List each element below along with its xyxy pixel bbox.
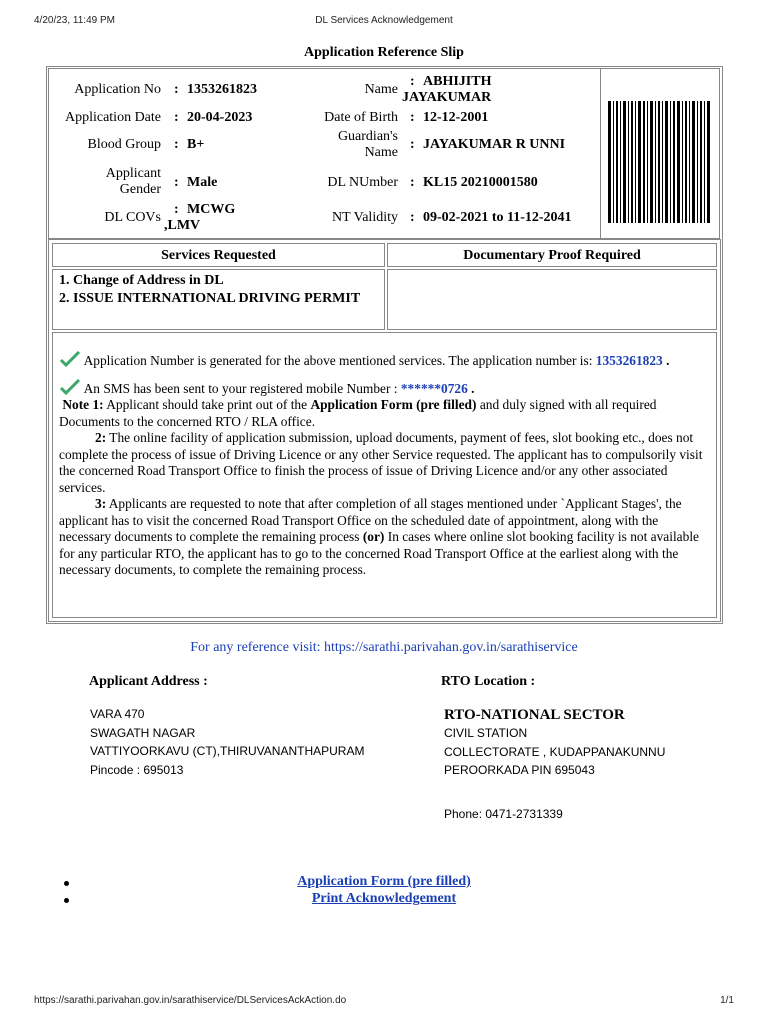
documentary-proof-cell [387,269,717,330]
checkmark-icon [59,379,81,395]
reference-link[interactable]: For any reference visit: https://sarathi.parivahan.gov.in/sarathiservice [190,640,578,655]
app-number-generated-text: Application Number is generated for the above mentioned services. The application number is: [83,353,593,368]
services-requested-header: Services Requested [52,243,385,267]
print-page-count: 1/1 [720,995,734,1006]
print-url: https://sarathi.parivahan.gov.in/sarathiservice/DLServicesAckAction.do [34,995,347,1006]
checkmark-icon [59,351,81,367]
application-form-link[interactable]: Application Form (pre filled) [297,874,471,889]
bullet-icon [64,898,69,903]
note1-text-a: Applicant should take print out of the [106,397,308,412]
applicant-address-heading: Applicant Address : [89,674,208,689]
colon: : [174,202,179,217]
colon: : [410,110,415,125]
notes-panel [52,332,717,618]
gender-value: Male [187,175,218,190]
note1-label: Note 1: [62,397,104,412]
note2-text: The online facility of application submission, upload documents, payment of fees, slot booking etc., does not complete the process of issue of Driving Licence or any other Service requested. The applicant has to compulsorily visit the concerned Road Transport Office to finish the process of issue of Driving Licence and/or any other associated services. [59,430,703,495]
applicant-details-box [48,68,601,239]
action-links [64,874,704,908]
address-pincode: Pincode : 695013 [90,762,184,777]
note2-label: 2: [95,430,107,445]
colon: : [174,137,179,152]
note3-text-b: In cases where online slot booking facility is not available for any particular RTO, the applicant has to go to the concerned Road Transport Office at the earliest along with the necessary documents, to complete the remaining process. [59,529,699,577]
dl-number-value: KL15 20210001580 [423,175,538,190]
rto-address [444,724,665,780]
app-number-highlight: 1353261823 [595,353,663,368]
dl-covs-label: DL COVs [104,210,161,225]
name-value-line1: ABHIJITH [423,74,492,89]
application-date-label: Application Date [64,110,161,125]
application-no-label: Application No [74,82,161,97]
rto-address-line: PEROORKADA PIN 695043 [444,763,595,777]
rto-phone: Phone: 0471-2731339 [444,807,563,821]
sms-sent-text: An SMS has been sent to your registered mobile Number : [83,380,398,396]
colon: : [410,210,415,225]
barcode-box [600,68,720,239]
dob-value: 12-12-2001 [423,110,489,125]
mobile-number: ******0726 [400,380,468,396]
nt-validity-value: 09-02-2021 to 11-12-2041 [423,210,572,225]
services-list [52,269,385,330]
application-date-value: 20-04-2023 [187,110,253,125]
rto-address-line: COLLECTORATE , KUDAPPANAKUNNU [444,744,666,759]
list-item [64,891,704,908]
note3-text-a: Applicants are requested to note that after completion of all stages mentioned under `Applicant Stages', the applicant has to visit the concerned Road Transport Office on the scheduled date of appointment, along with the necessary documents to complete the remaining process [59,496,682,544]
nt-validity-label: NT Validity [332,210,398,225]
colon: : [174,82,179,97]
documentary-proof-header: Documentary Proof Required [387,243,717,267]
period: . [666,353,670,368]
application-no-value: 1353261823 [187,82,257,97]
list-item [64,874,704,891]
note3-or: (or) [362,529,385,544]
colon: : [410,137,415,152]
blood-group-value: B+ [187,137,205,152]
note1-text-b: and duly signed with all required Documents to the concerned RTO / RLA office. [59,397,657,429]
note1-application-form: Application Form (pre filled) [310,397,477,412]
dl-number-label: DL NUmber [327,175,398,190]
slip-title: Application Reference Slip [304,45,464,60]
barcode-image [608,83,712,223]
service-item: 1. Change of Address in DL [59,273,224,288]
name-value-line2: JAYAKUMAR [402,90,492,105]
services-box [48,239,721,622]
rto-address-line: CIVIL STATION [444,726,528,740]
gender-label-line1: Applicant [105,166,161,181]
rto-name: RTO-NATIONAL SECTOR [444,707,625,723]
guardian-label-line1: Guardian's [337,129,398,144]
name-label: Name [364,82,398,97]
address-line: SWAGATH NAGAR [90,725,196,740]
guardian-value: JAYAKUMAR R UNNI [423,137,566,152]
bullet-icon [64,881,69,886]
blood-group-label: Blood Group [87,137,161,152]
dob-label: Date of Birth [324,110,398,125]
colon: : [410,175,415,190]
applicant-address [90,705,364,779]
gender-label-line2: Gender [119,182,161,197]
period: . [471,380,475,396]
dl-covs-value-line1: MCWG [187,202,236,217]
guardian-label-line2: Name [364,145,398,160]
colon: : [174,110,179,125]
service-item: 2. ISSUE INTERNATIONAL DRIVING PERMIT [59,291,361,306]
colon: : [410,74,415,89]
rto-location-heading: RTO Location : [441,674,536,689]
address-line: VATTIYOORKAVU (CT),THIRUVANANTHAPURAM [90,744,365,758]
dl-covs-value-line2: ,LMV [164,218,201,233]
address-line: VARA 470 [90,707,145,721]
print-page-title: DL Services Acknowledgement [315,15,453,26]
colon: : [174,175,179,190]
print-datetime: 4/20/23, 11:49 PM [34,15,115,26]
note3-label: 3: [95,496,107,511]
print-acknowledgement-link[interactable]: Print Acknowledgement [311,891,457,906]
